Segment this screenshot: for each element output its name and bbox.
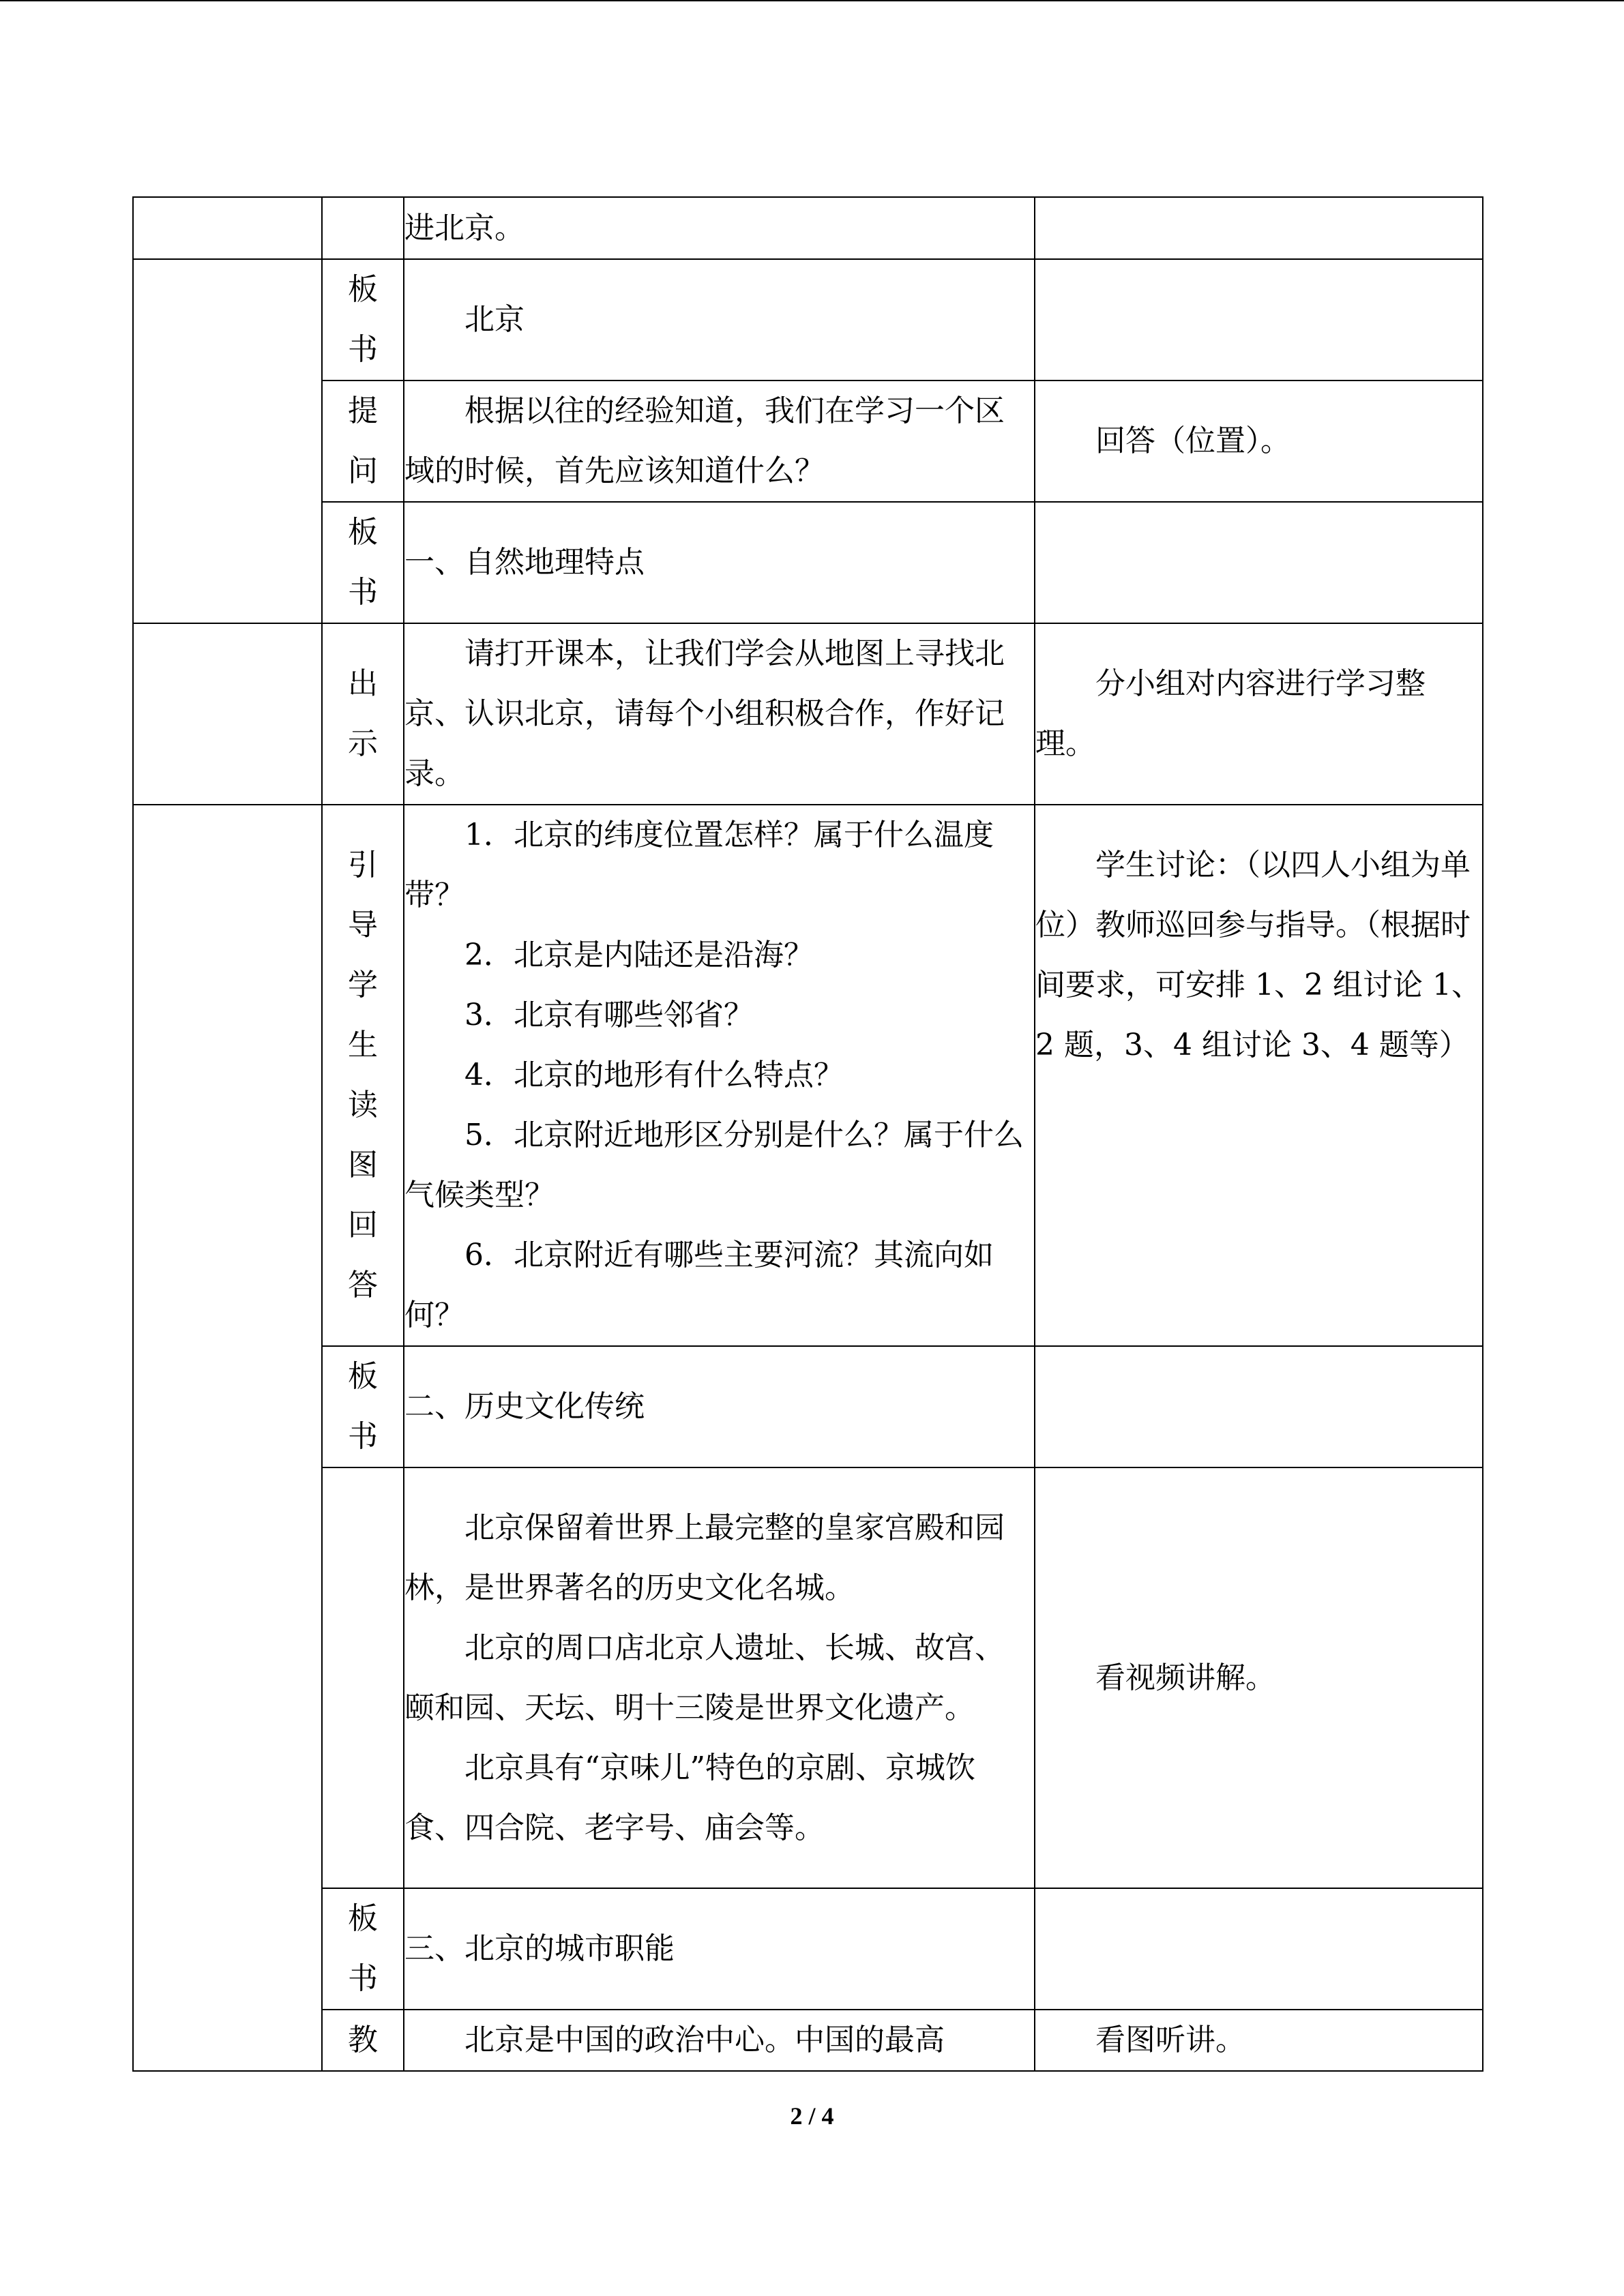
student-response: 回答（位置）。 [1095,423,1290,458]
table-row [133,1467,1483,1888]
question-item: 5．北京附近地形区分别是什么？属于什么气候类型？ [404,1118,1024,1212]
activity-label: 出 示 [348,666,378,761]
student-activity-cell [1035,1888,1483,2010]
section-heading: 二、历史文化传统 [404,1389,645,1424]
section-heading: 三、北京的城市职能 [404,1931,675,1966]
teacher-content-cell [404,1467,1035,1888]
teacher-content-cell [404,2010,1035,2071]
table-row [133,805,1483,1346]
page-number: 2 / 4 [790,2102,834,2130]
paragraph: 北京是中国的政治中心。中国的最高 [464,2023,945,2057]
table-row [133,2010,1483,2071]
paragraph: 北京保留着世界上最完整的皇家宫殿和园林，是世界著名的历史文化名城。 [404,1510,1005,1605]
table-row [133,623,1483,805]
stage-cell [133,623,322,805]
student-activity-cell [1035,259,1483,381]
stage-cell [133,259,322,623]
activity-label: 板 书 [348,1901,378,1996]
table-row [133,381,1483,502]
instruction-text: 请打开课本，让我们学会从地图上寻找北京、认识北京，请每个小组积极合作，作好记录。 [404,636,1005,791]
table-row [133,197,1483,259]
paragraph: 北京具有“京味儿”特色的京剧、京城饮食、四合院、老字号、庙会等。 [404,1750,975,1845]
question-item: 6．北京附近有哪些主要河流？其流向如何？ [404,1238,994,1332]
stage-cell [133,197,322,259]
activity-label-cell [322,2010,404,2071]
teacher-content-cell [404,1346,1035,1467]
activity-label: 教 [348,2023,378,2057]
student-response: 分小组对内容进行学习整理。 [1035,666,1426,761]
activity-label-cell [322,502,404,623]
student-activity-cell [1035,502,1483,623]
board-title: 北京 [464,302,525,337]
activity-label-cell [322,1346,404,1467]
question-item: 3．北京有哪些邻省？ [464,998,754,1032]
table-row [133,1888,1483,2010]
student-response: 看视频讲解。 [1095,1660,1275,1695]
student-response: 学生讨论：（以四人小组为单位）教师巡回参与指导。（根据时间要求，可安排 1、2 组讨论 1、2 题，3、4 组讨论 3、4 题等） [1035,848,1481,1062]
teacher-content-cell [404,197,1035,259]
activity-label: 板 书 [348,272,378,367]
question-item: 1．北京的纬度位置怎样？属于什么温度带？ [404,818,994,912]
teacher-content-cell [404,623,1035,805]
activity-label: 板 书 [348,1359,378,1454]
stage-cell [133,805,322,2071]
student-activity-cell [1035,381,1483,502]
student-activity-cell [1035,2010,1483,2071]
activity-label: 提 问 [348,393,378,488]
table-row [133,1346,1483,1467]
activity-label-cell [322,1888,404,2010]
activity-label-cell [322,381,404,502]
student-activity-cell [1035,1467,1483,1888]
paragraph: 北京的周口店北京人遗址、长城、故宫、颐和园、天坛、明十三陵是世界文化遗产。 [404,1630,1005,1725]
table-row [133,502,1483,623]
teacher-content-cell [404,259,1035,381]
question-item: 2．北京是内陆还是沿海？ [464,938,814,972]
question-text: 根据以往的经验知道，我们在学习一个区域的时候，首先应该知道什么？ [404,393,1005,488]
table-row [133,259,1483,381]
teacher-content-cell [404,381,1035,502]
activity-label-cell [322,623,404,805]
student-activity-cell [1035,805,1483,1346]
student-response: 看图听讲。 [1095,2023,1245,2057]
activity-label: 板 书 [348,515,378,610]
teacher-content-cell [404,805,1035,1346]
student-activity-cell [1035,623,1483,805]
activity-label-cell [322,805,404,1346]
page-top-rule [0,0,1624,1]
question-item: 4．北京的地形有什么特点？ [464,1058,844,1092]
continued-text: 进北京。 [404,210,525,245]
activity-label-cell [322,197,404,259]
student-activity-cell [1035,1346,1483,1467]
activity-label-cell [322,259,404,381]
student-activity-cell [1035,197,1483,259]
activity-label: 引 导 学 生 读 图 回 答 [348,848,378,1302]
activity-label-cell [322,1467,404,1888]
section-heading: 一、自然地理特点 [404,545,645,580]
lesson-plan-table [132,196,1483,2072]
teacher-content-cell [404,1888,1035,2010]
teacher-content-cell [404,502,1035,623]
